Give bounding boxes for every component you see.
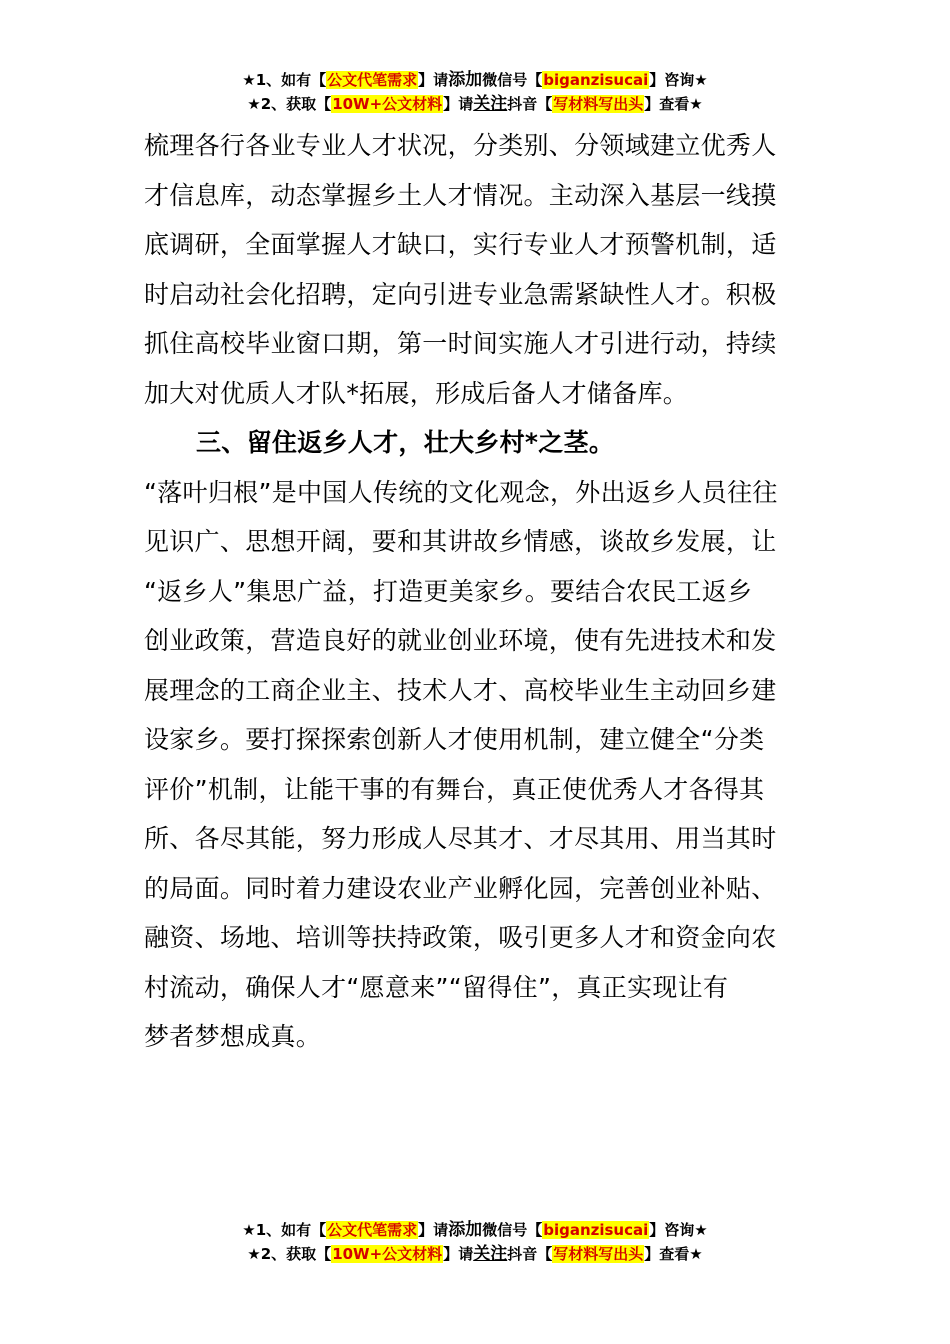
- body-line: “返乡人”集思广益，打造更美家乡。要结合农民工返乡: [144, 576, 753, 606]
- banner-text: 关注: [473, 1244, 508, 1264]
- banner-highlight: 写材料写出头: [553, 1245, 644, 1263]
- body-line: 所、各尽其能，努力形成人尽其才、才尽其用、用当其时: [144, 824, 777, 853]
- banner-highlight: biganzisucai: [543, 71, 649, 89]
- banner-text: 】咨询★: [649, 71, 708, 89]
- banner-line-2: [0, 1242, 950, 1266]
- body-line: 抓住高校毕业窗口期，第一时间实施人才引进行动，持续: [144, 329, 777, 358]
- banner-line-2: [0, 92, 950, 116]
- document-body: [144, 121, 816, 1062]
- body-line: 底调研，全面掌握人才缺口，实行专业人才预警机制，适: [144, 230, 777, 259]
- body-line: “落叶归根”是中国人传统的文化观念，外出返乡人员往往: [144, 477, 778, 507]
- banner-line-1: [0, 1218, 950, 1242]
- body-line: 时启动社会化招聘，定向引进专业急需紧缺性人才。积极: [144, 279, 777, 309]
- banner-text: 添加: [448, 70, 483, 90]
- banner-text: 抖音【: [507, 95, 553, 113]
- body-line: 展理念的工商企业主、技术人才、高校毕业生主动回乡建: [144, 675, 777, 705]
- banner-text: 微信号【: [482, 1221, 543, 1239]
- banner-text: 】请: [418, 71, 449, 89]
- banner-highlight: 公文代笔需求: [327, 1221, 418, 1239]
- banner-text: ★1、如有【: [242, 1221, 327, 1239]
- banner-highlight: 10W+公文材料: [332, 95, 443, 113]
- banner-text: ★2、获取【: [247, 95, 332, 113]
- body-line: 梦者梦想成真。: [144, 1022, 322, 1051]
- banner-text: 】查看★: [644, 1245, 703, 1263]
- body-line: 的局面。同时着力建设农业产业孵化园，完善创业补贴、: [144, 873, 777, 903]
- body-line: 梳理各行各业专业人才状况，分类别、分领域建立优秀人: [144, 131, 777, 160]
- banner-text: 】请: [418, 1221, 449, 1239]
- banner-highlight: 10W+公文材料: [332, 1245, 443, 1263]
- banner-text: 抖音【: [507, 1245, 553, 1263]
- banner-highlight: 公文代笔需求: [327, 71, 418, 89]
- body-line: 加大对优质人才队*拓展，形成后备人才储备库。: [144, 378, 689, 408]
- banner-text: 添加: [448, 1220, 483, 1240]
- banner-text: 关注: [473, 94, 508, 114]
- banner-text: ★2、获取【: [247, 1245, 332, 1263]
- banner-text: 】请: [443, 1245, 474, 1263]
- banner-text: 】咨询★: [649, 1221, 708, 1239]
- body-line: 评价”机制，让能干事的有舞台，真正使优秀人才各得其: [144, 774, 765, 804]
- banner-text: 】请: [443, 95, 474, 113]
- body-line: 才信息库，动态掌握乡土人才情况。主动深入基层一线摸: [144, 180, 777, 210]
- body-line: 创业政策，营造良好的就业创业环境，使有先进技术和发: [144, 626, 777, 655]
- body-line: 融资、场地、培训等扶持政策，吸引更多人才和资金向农: [144, 923, 777, 952]
- banner-text: 微信号【: [482, 71, 543, 89]
- body-line: 设家乡。要打探探索创新人才使用机制，建立健全“分类: [144, 725, 765, 754]
- banner-highlight: biganzisucai: [543, 1221, 649, 1239]
- body-line: 见识广、思想开阔，要和其讲故乡情感，谈故乡发展，让: [144, 527, 777, 556]
- banner-text: ★1、如有【: [242, 71, 327, 89]
- footer-banner: [0, 1218, 950, 1266]
- section-heading: 三、留住返乡人才，壮大乡村*之茎。: [196, 428, 615, 457]
- body-line: 村流动，确保人才“愿意来”“留得住”，真正实现让有: [144, 972, 729, 1002]
- banner-highlight: 写材料写出头: [553, 95, 644, 113]
- header-banner: [0, 68, 950, 116]
- banner-text: 】查看★: [644, 95, 703, 113]
- banner-line-1: [0, 68, 950, 92]
